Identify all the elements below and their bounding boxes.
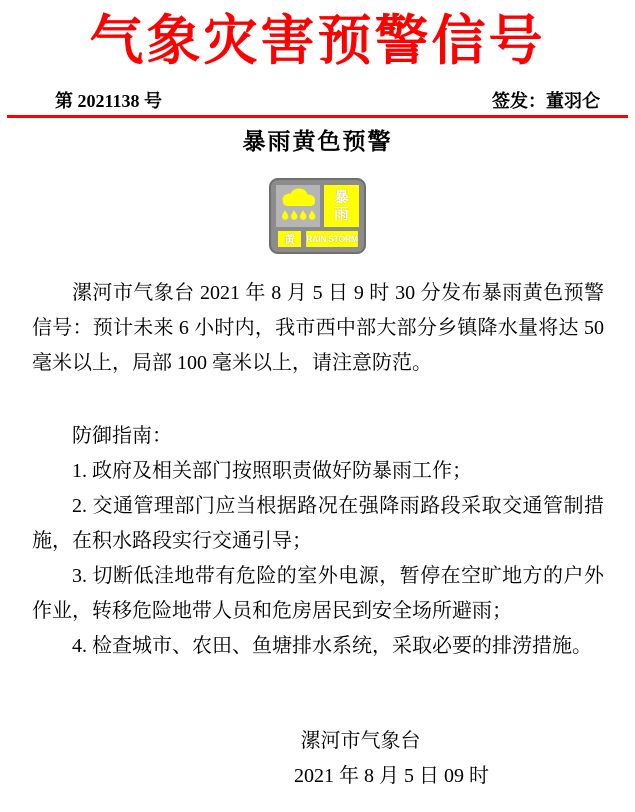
document-body — [0, 276, 635, 664]
guide-item-1: 1. 政府及相关部门按照职责做好防暴雨工作； — [72, 460, 472, 482]
red-divider-rule — [7, 115, 628, 118]
defense-guide-heading: 防御指南： — [72, 425, 172, 447]
icon-cn-char-storm: 暴 — [333, 189, 349, 206]
footer-agency: 漯河市气象台 — [300, 730, 421, 752]
guide-item-4: 4. 检查城市、农田、鱼塘排水系统，采取必要的排涝措施。 — [72, 635, 592, 657]
masthead-title: 气象灾害预警信号 — [89, 11, 546, 71]
document-footer — [0, 724, 635, 794]
footer-datetime: 2021 年 8 月 5 日 09 时 — [294, 765, 489, 787]
rainstorm-yellow-warning-icon — [269, 178, 366, 254]
doc-meta-row — [0, 90, 635, 112]
icon-level-label: 黄 — [278, 231, 301, 247]
warning-title: 暴雨黄色预警 — [242, 129, 393, 154]
icon-en-label: RAIN STORM — [306, 231, 358, 247]
icon-cn-char-rain: 雨 — [333, 206, 349, 223]
guide-item-2: 2. 交通管理部门应当根据路况在强降雨路段采取交通管制措施，在积水路段实行交通引导； — [32, 495, 604, 552]
doc-number: 第 2021138 号 — [55, 91, 163, 111]
warning-icon-container — [0, 178, 635, 254]
announcement-paragraph: 漯河市气象台 2021 年 8 月 5 日 9 时 30 分发布暴雨黄色预警信号：预计未来 6 小时内，我市西中部大部分乡镇降水量将达 50 毫米以上，局部 100 毫米以上，请注意防范。 — [32, 282, 604, 374]
icon-bottom-row — [276, 231, 359, 247]
issuer-signature: 签发：董羽仑 — [492, 91, 600, 111]
icon-cn-label — [324, 185, 359, 227]
cloud-rain-icon — [276, 185, 320, 227]
guide-item-3: 3. 切断低洼地带有危险的室外电源，暂停在空旷地方的户外作业，转移危险地带人员和危房居民到安全场所避雨； — [32, 565, 604, 622]
